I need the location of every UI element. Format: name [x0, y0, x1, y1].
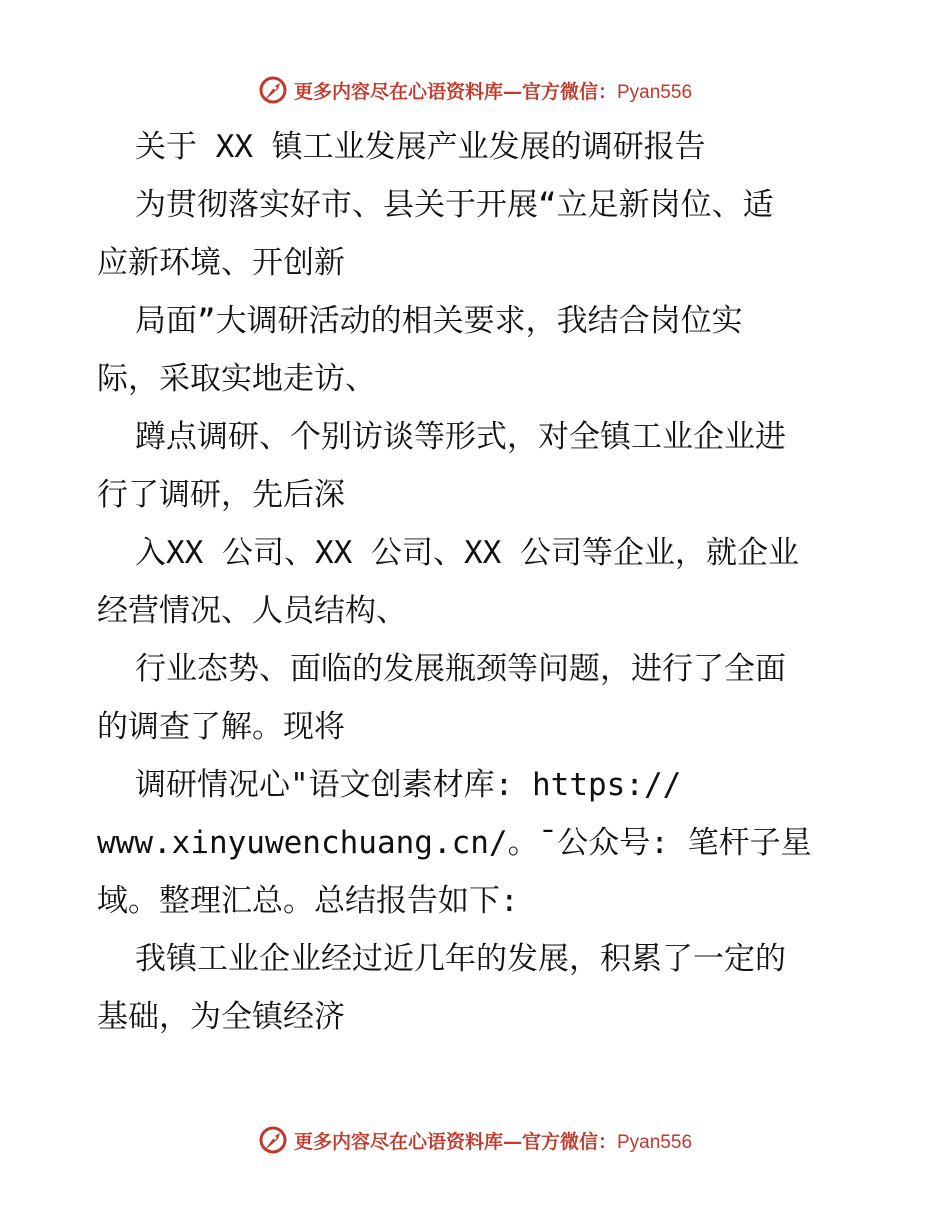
pen-nib-circle-icon — [258, 1125, 288, 1155]
paragraph-line: 为贯彻落实好市、县关于开展“立足新岗位、适 — [135, 187, 774, 223]
footer-banner-text: 更多内容尽在心语资料库—官方微信：Pyan556 — [293, 1130, 693, 1153]
document-body — [97, 118, 857, 1046]
paragraph-line: www.xinyuwenchuang.cn/。¯公众号: 笔杆子星 — [97, 825, 812, 861]
paragraph-line: 局面”大调研活动的相关要求，我结合岗位实 — [135, 303, 743, 339]
header-banner-text: 更多内容尽在心语资料库—官方微信：Pyan556 — [293, 80, 693, 103]
document-title: 关于 XX 镇工业发展产业发展的调研报告 — [135, 129, 706, 165]
paragraph-line: 基础，为全镇经济 — [97, 999, 345, 1035]
header-banner-wechat: Pyan556 — [617, 81, 693, 103]
paragraph-line: 行业态势、面临的发展瓶颈等问题，进行了全面 — [135, 651, 786, 687]
footer-banner — [0, 1120, 950, 1160]
paragraph-line: 际，采取实地走访、 — [97, 361, 376, 397]
pen-nib-circle-icon — [258, 75, 288, 105]
paragraph-line: 入XX 公司、XX 公司、XX 公司等企业，就企业 — [135, 535, 799, 571]
paragraph-line: 域。整理汇总。总结报告如下: — [97, 883, 519, 919]
paragraph-line: 我镇工业企业经过近几年的发展，积累了一定的 — [135, 941, 786, 977]
paragraph-line: 调研情况心"语文创素材库: https:// — [135, 767, 682, 803]
paragraph-line: 经营情况、人员结构、 — [97, 593, 407, 629]
paragraph-line: 蹲点调研、个别访谈等形式，对全镇工业企业进 — [135, 419, 786, 455]
header-banner — [0, 70, 950, 110]
paragraph-line: 应新环境、开创新 — [97, 245, 345, 281]
footer-banner-wechat: Pyan556 — [617, 1131, 693, 1153]
paragraph-line: 行了调研，先后深 — [97, 477, 345, 513]
paragraph-line: 的调查了解。现将 — [97, 709, 345, 745]
